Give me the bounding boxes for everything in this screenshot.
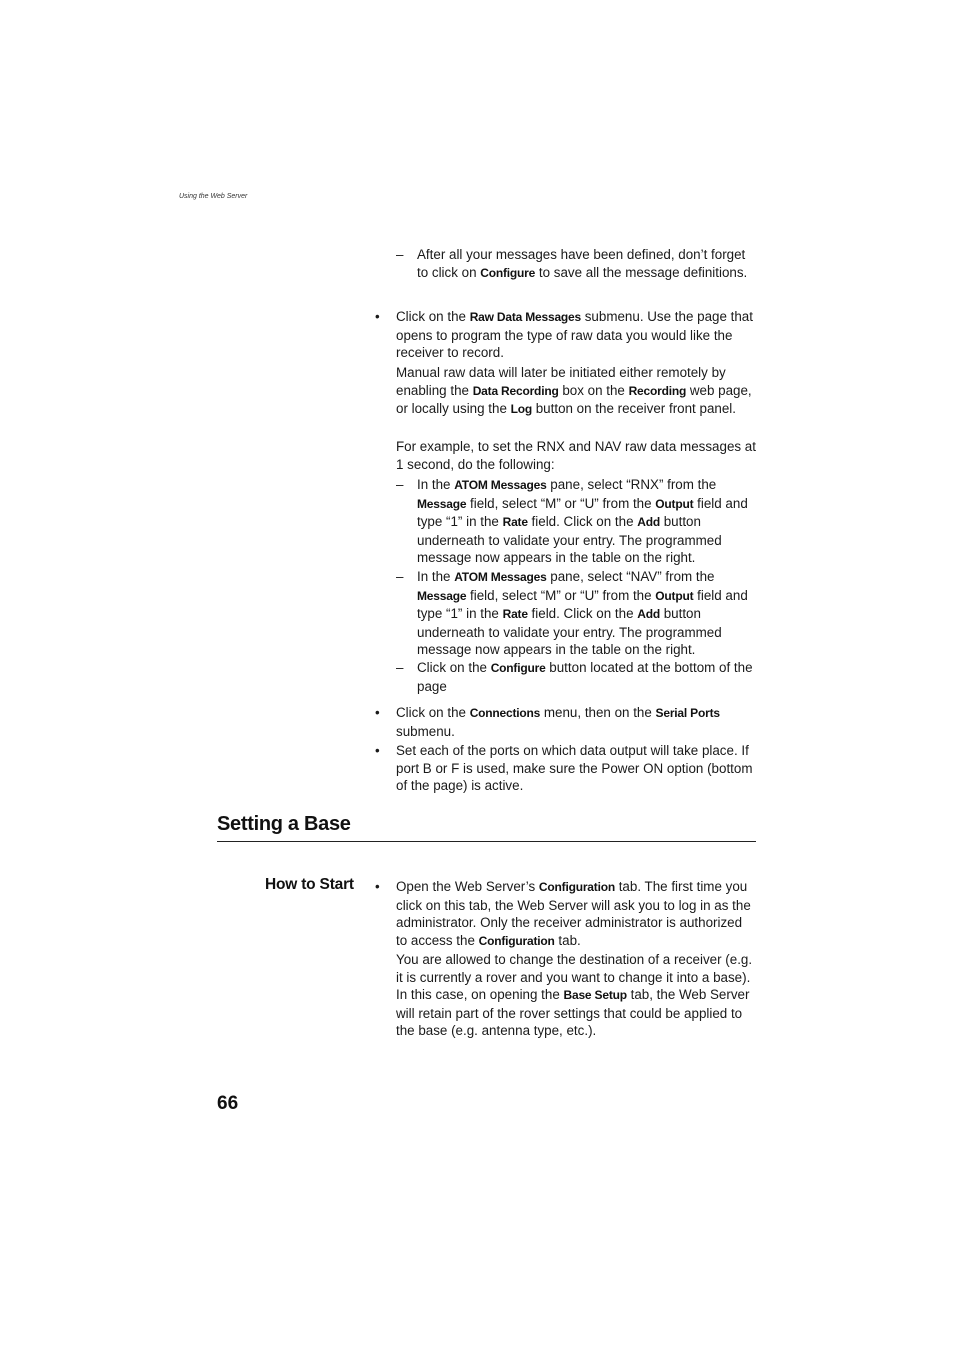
ui-term-rate: Rate <box>502 515 528 530</box>
dash-item-nav: In the ATOM Messages pane, select “NAV” from the Message field, select “M” or “U” from the Output field and type “1” in the Rate field. Click on the Add button underneath to validate your entry. The programmed message now appears in the table on the right. <box>417 569 748 658</box>
ui-term-atom-messages: ATOM Messages <box>454 570 547 584</box>
dash-marker: – <box>396 247 404 262</box>
subsection-title: How to Start <box>265 876 354 893</box>
ui-term-output: Output <box>655 496 694 511</box>
bullet-marker: • <box>375 879 380 894</box>
dash-item-rnx: In the ATOM Messages pane, select “RNX” from the Message field, select “M” or “U” from the Output field and type “1” in the Rate field. Click on the Add button underneath to validate your entry. The programmed message now appears in the table on the right. <box>417 477 748 566</box>
ui-term-message: Message <box>417 496 467 511</box>
dash-item-configure: Click on the Configure button located at the bottom of the page <box>417 660 753 694</box>
running-header: Using the Web Server <box>179 193 248 200</box>
ui-term-add: Add <box>637 515 660 530</box>
paragraph-example: For example, to set the RNX and NAV raw data messages at 1 second, do the following: <box>396 439 756 472</box>
paragraph-manual-raw-data: Manual raw data will later be initiated either remotely by enabling the Data Recording box on the Recording web page, or locally using the Log button on the receiver front panel. <box>396 365 752 417</box>
dash-marker: – <box>396 569 404 584</box>
bullet-marker: • <box>375 743 380 758</box>
ui-term-configure: Configure <box>490 661 546 675</box>
ui-term-output: Output <box>655 588 694 603</box>
ui-term-raw-data-messages: Raw Data Messages <box>469 310 582 324</box>
ui-term-recording: Recording <box>628 383 687 398</box>
bullet-marker: • <box>375 705 380 720</box>
ui-term-serial-ports: Serial Ports <box>655 706 720 720</box>
bullet-item-serial-ports: Set each of the ports on which data output will take place. If port B or F is used, make sure the Power ON option (bottom of the page) is active. <box>396 743 753 794</box>
ui-term-configuration: Configuration <box>538 880 615 894</box>
bullet-item-open-configuration: Open the Web Server’s Configuration tab. The first time you click on this tab, the Web Server will ask you to log in as the administrator. Only the receiver administrator is authorized to access the Configuration tab. <box>396 879 751 948</box>
bullet-item-connections: Click on the Connections menu, then on the Serial Ports submenu. <box>396 705 720 739</box>
ui-term-atom-messages: ATOM Messages <box>454 478 547 492</box>
paragraph-change-destination: You are allowed to change the destination of a receiver (e.g. it is currently a rover and you want to change it into a base). In this case, on opening the Base Setup tab, the Web Server will retain part of the rover settings that could be applied to the base (e.g. antenna type, etc.). <box>396 952 753 1039</box>
ui-term-data-recording: Data Recording <box>472 383 559 398</box>
ui-term-configure: Configure <box>480 265 536 280</box>
ui-term-message: Message <box>417 588 467 603</box>
ui-term-rate: Rate <box>502 607 528 622</box>
ui-term-add: Add <box>637 607 660 622</box>
dash-marker: – <box>396 660 404 675</box>
ui-term-log: Log <box>510 402 533 417</box>
page-number: 66 <box>217 1093 239 1114</box>
section-title: Setting a Base <box>217 813 351 835</box>
bullet-marker: • <box>375 309 380 324</box>
dash-item-save-definitions: After all your messages have been defined, don’t forget to click on Configure to save all the message definitions. <box>417 247 748 280</box>
dash-marker: – <box>396 477 404 492</box>
ui-term-connections: Connections <box>469 706 541 720</box>
section-divider <box>217 841 756 842</box>
ui-term-base-setup: Base Setup <box>563 988 627 1003</box>
bullet-item-raw-data-messages: Click on the Raw Data Messages submenu. Use the page that opens to program the type of raw data you would like the receiver to record. <box>396 309 753 361</box>
ui-term-configuration: Configuration <box>478 933 555 948</box>
